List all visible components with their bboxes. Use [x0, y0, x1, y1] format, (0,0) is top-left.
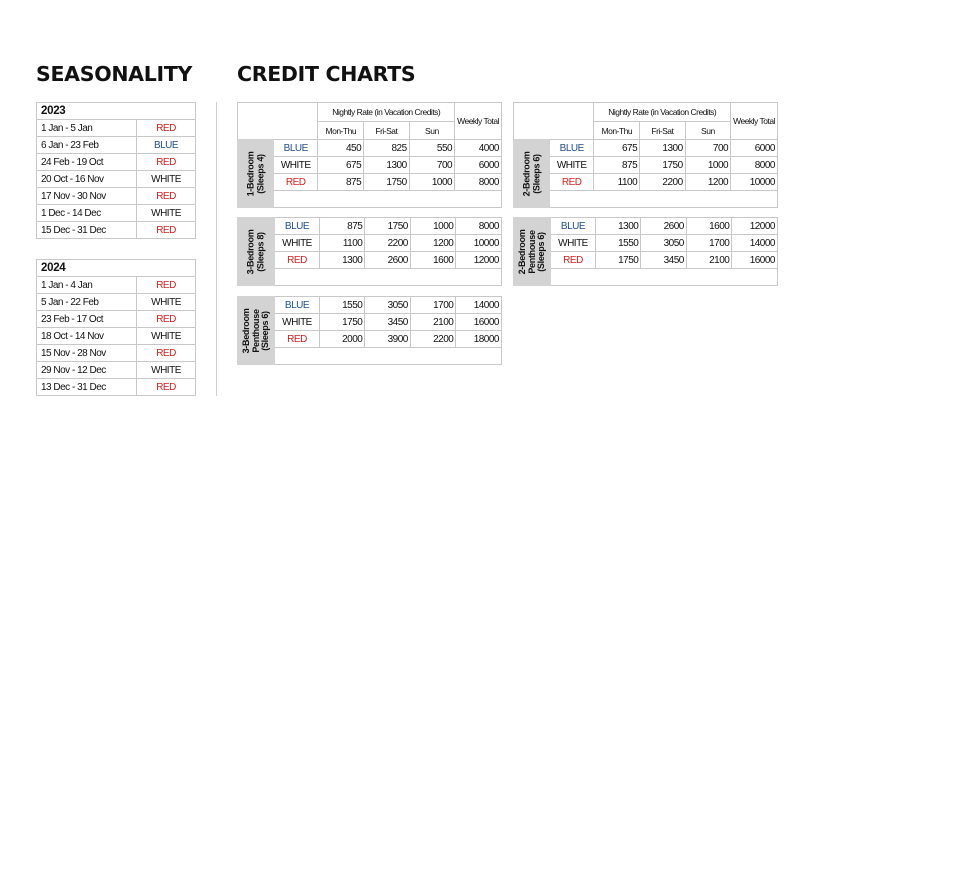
rate-cell: 2600 — [365, 252, 411, 269]
fri-sat-header: Fri-Sat — [640, 122, 685, 140]
season-label: WHITE — [550, 157, 594, 174]
credit-chart-1-bedroom — [237, 102, 502, 208]
rate-cell: 2100 — [410, 314, 456, 331]
rate-cell: 2600 — [641, 218, 687, 235]
rate-cell: 1750 — [365, 218, 411, 235]
rate-cell: 1700 — [410, 297, 456, 314]
date-range: 13 Dec - 31 Dec — [37, 379, 137, 396]
date-range: 6 Jan - 23 Feb — [37, 137, 137, 154]
rate-cell: 1750 — [640, 157, 685, 174]
rate-cell: 1000 — [410, 218, 456, 235]
unit-label — [514, 140, 550, 208]
date-range: 15 Dec - 31 Dec — [37, 222, 137, 239]
date-range: 20 Oct - 16 Nov — [37, 171, 137, 188]
weekly-cell: 18000 — [456, 331, 502, 348]
weekly-cell: 8000 — [456, 218, 502, 235]
season-label: WHITE — [137, 171, 196, 188]
rate-cell: 1300 — [640, 140, 685, 157]
credit-chart-3-bedroom — [237, 217, 502, 286]
season-row — [37, 154, 196, 171]
season-label: RED — [550, 174, 594, 191]
credit-chart-2-bedroom-penthouse — [513, 217, 778, 286]
weekly-cell: 10000 — [731, 174, 778, 191]
mon-thu-header: Mon-Thu — [318, 122, 364, 140]
fri-sat-header: Fri-Sat — [364, 122, 409, 140]
rate-row — [238, 140, 502, 157]
year-label: 2023 — [37, 103, 196, 120]
date-range: 29 Nov - 12 Dec — [37, 362, 137, 379]
credit-chart-3-bedroom-penthouse — [237, 296, 502, 365]
credit-charts-heading: CREDIT CHARTS — [237, 62, 416, 86]
season-label: RED — [274, 174, 318, 191]
rate-cell: 1000 — [685, 157, 730, 174]
mon-thu-header: Mon-Thu — [594, 122, 640, 140]
rate-cell: 1300 — [595, 218, 641, 235]
year-label: 2024 — [37, 260, 196, 277]
rate-row — [238, 252, 502, 269]
rate-cell: 1300 — [364, 157, 409, 174]
rate-row — [238, 297, 502, 314]
rate-cell: 1600 — [410, 252, 456, 269]
rate-cell: 1700 — [686, 235, 732, 252]
season-label: BLUE — [550, 140, 594, 157]
rate-cell: 1000 — [409, 174, 454, 191]
season-label: WHITE — [275, 314, 320, 331]
rate-cell: 675 — [318, 157, 364, 174]
rate-cell: 875 — [318, 174, 364, 191]
section-divider — [216, 102, 217, 396]
unit-name: 2-Bedroom (Sleeps 6) — [521, 151, 541, 196]
season-row — [37, 379, 196, 396]
weekly-cell: 6000 — [455, 157, 502, 174]
weekly-cell: 14000 — [732, 235, 778, 252]
rate-cell: 1300 — [319, 252, 365, 269]
rate-cell: 1750 — [319, 314, 365, 331]
weekly-cell: 16000 — [732, 252, 778, 269]
sun-header: Sun — [409, 122, 454, 140]
rate-cell: 700 — [685, 140, 730, 157]
season-label: RED — [137, 277, 196, 294]
seasonality-table-2024 — [36, 259, 196, 396]
rate-row — [238, 218, 502, 235]
season-row — [37, 277, 196, 294]
rate-row — [514, 218, 778, 235]
rate-cell: 2200 — [365, 235, 411, 252]
date-range: 5 Jan - 22 Feb — [37, 294, 137, 311]
weekly-cell: 4000 — [455, 140, 502, 157]
rate-cell: 1550 — [319, 297, 365, 314]
season-row — [37, 171, 196, 188]
rate-row — [238, 331, 502, 348]
date-range: 1 Jan - 5 Jan — [37, 120, 137, 137]
rate-row — [238, 174, 502, 191]
rate-cell: 3900 — [365, 331, 411, 348]
season-row — [37, 294, 196, 311]
season-row — [37, 120, 196, 137]
season-row — [37, 345, 196, 362]
unit-label — [514, 218, 551, 286]
rate-cell: 3450 — [365, 314, 411, 331]
rate-row — [514, 174, 778, 191]
rate-cell: 700 — [409, 157, 454, 174]
season-row — [37, 328, 196, 345]
season-label: RED — [137, 379, 196, 396]
season-label: RED — [137, 120, 196, 137]
rate-cell: 825 — [364, 140, 409, 157]
seasonality-heading: SEASONALITY — [36, 62, 193, 86]
rate-cell: 675 — [594, 140, 640, 157]
rate-cell: 2200 — [410, 331, 456, 348]
rate-cell: 2100 — [686, 252, 732, 269]
weekly-cell: 10000 — [456, 235, 502, 252]
rate-row — [238, 314, 502, 331]
season-row — [37, 205, 196, 222]
season-label: BLUE — [275, 297, 320, 314]
season-row — [37, 222, 196, 239]
season-label: BLUE — [274, 140, 318, 157]
date-range: 17 Nov - 30 Nov — [37, 188, 137, 205]
rate-cell: 1200 — [685, 174, 730, 191]
weekly-total-header: Weekly Total — [731, 103, 778, 140]
rate-cell: 2000 — [319, 331, 365, 348]
rate-row — [238, 235, 502, 252]
season-label: WHITE — [275, 235, 320, 252]
credit-chart-2-bedroom — [513, 102, 778, 208]
season-label: RED — [551, 252, 596, 269]
weekly-cell: 16000 — [456, 314, 502, 331]
season-label: RED — [275, 252, 320, 269]
season-label: WHITE — [274, 157, 318, 174]
season-label: WHITE — [137, 205, 196, 222]
season-label: WHITE — [137, 328, 196, 345]
rate-cell: 450 — [318, 140, 364, 157]
rate-cell: 1600 — [686, 218, 732, 235]
rate-cell: 875 — [319, 218, 365, 235]
unit-label — [238, 297, 275, 365]
unit-name: 2-Bedroom Penthouse (Sleeps 6) — [516, 229, 546, 274]
season-label: WHITE — [137, 294, 196, 311]
weekly-cell: 8000 — [731, 157, 778, 174]
rate-cell: 2200 — [640, 174, 685, 191]
rate-cell: 875 — [594, 157, 640, 174]
rate-cell: 3050 — [365, 297, 411, 314]
date-range: 24 Feb - 19 Oct — [37, 154, 137, 171]
unit-name: 3-Bedroom (Sleeps 8) — [245, 229, 266, 274]
weekly-cell: 12000 — [456, 252, 502, 269]
unit-label — [238, 218, 275, 286]
rate-cell: 1750 — [595, 252, 641, 269]
seasonality-table-2023 — [36, 102, 196, 239]
season-row — [37, 362, 196, 379]
date-range: 15 Nov - 28 Nov — [37, 345, 137, 362]
weekly-cell: 8000 — [455, 174, 502, 191]
rate-cell: 3050 — [641, 235, 687, 252]
season-row — [37, 188, 196, 205]
unit-name: 1-Bedroom (Sleeps 4) — [245, 151, 265, 196]
date-range: 18 Oct - 14 Nov — [37, 328, 137, 345]
rate-cell: 1200 — [410, 235, 456, 252]
season-row — [37, 137, 196, 154]
season-label: RED — [137, 222, 196, 239]
rate-cell: 1750 — [364, 174, 409, 191]
rate-row — [514, 140, 778, 157]
sun-header: Sun — [685, 122, 730, 140]
weekly-cell: 12000 — [732, 218, 778, 235]
season-label: RED — [275, 331, 320, 348]
season-label: RED — [137, 345, 196, 362]
season-label: RED — [137, 154, 196, 171]
date-range: 1 Jan - 4 Jan — [37, 277, 137, 294]
season-label: WHITE — [551, 235, 596, 252]
rate-row — [514, 252, 778, 269]
nightly-rate-header: Nightly Rate (in Vacation Credits) — [594, 103, 731, 122]
weekly-cell: 14000 — [456, 297, 502, 314]
season-label: BLUE — [137, 137, 196, 154]
rate-row — [514, 235, 778, 252]
season-label: RED — [137, 188, 196, 205]
season-row — [37, 311, 196, 328]
rate-row — [514, 157, 778, 174]
season-label: WHITE — [137, 362, 196, 379]
unit-name: 3-Bedroom Penthouse (Sleeps 6) — [240, 308, 270, 353]
season-label: BLUE — [275, 218, 320, 235]
rate-cell: 1550 — [595, 235, 641, 252]
rate-cell: 3450 — [641, 252, 687, 269]
rate-cell: 550 — [409, 140, 454, 157]
season-label: BLUE — [551, 218, 596, 235]
weekly-total-header: Weekly Total — [455, 103, 502, 140]
nightly-rate-header: Nightly Rate (in Vacation Credits) — [318, 103, 455, 122]
rate-row — [238, 157, 502, 174]
season-label: RED — [137, 311, 196, 328]
rate-cell: 1100 — [319, 235, 365, 252]
date-range: 23 Feb - 17 Oct — [37, 311, 137, 328]
weekly-cell: 6000 — [731, 140, 778, 157]
date-range: 1 Dec - 14 Dec — [37, 205, 137, 222]
unit-label — [238, 140, 274, 208]
rate-cell: 1100 — [594, 174, 640, 191]
